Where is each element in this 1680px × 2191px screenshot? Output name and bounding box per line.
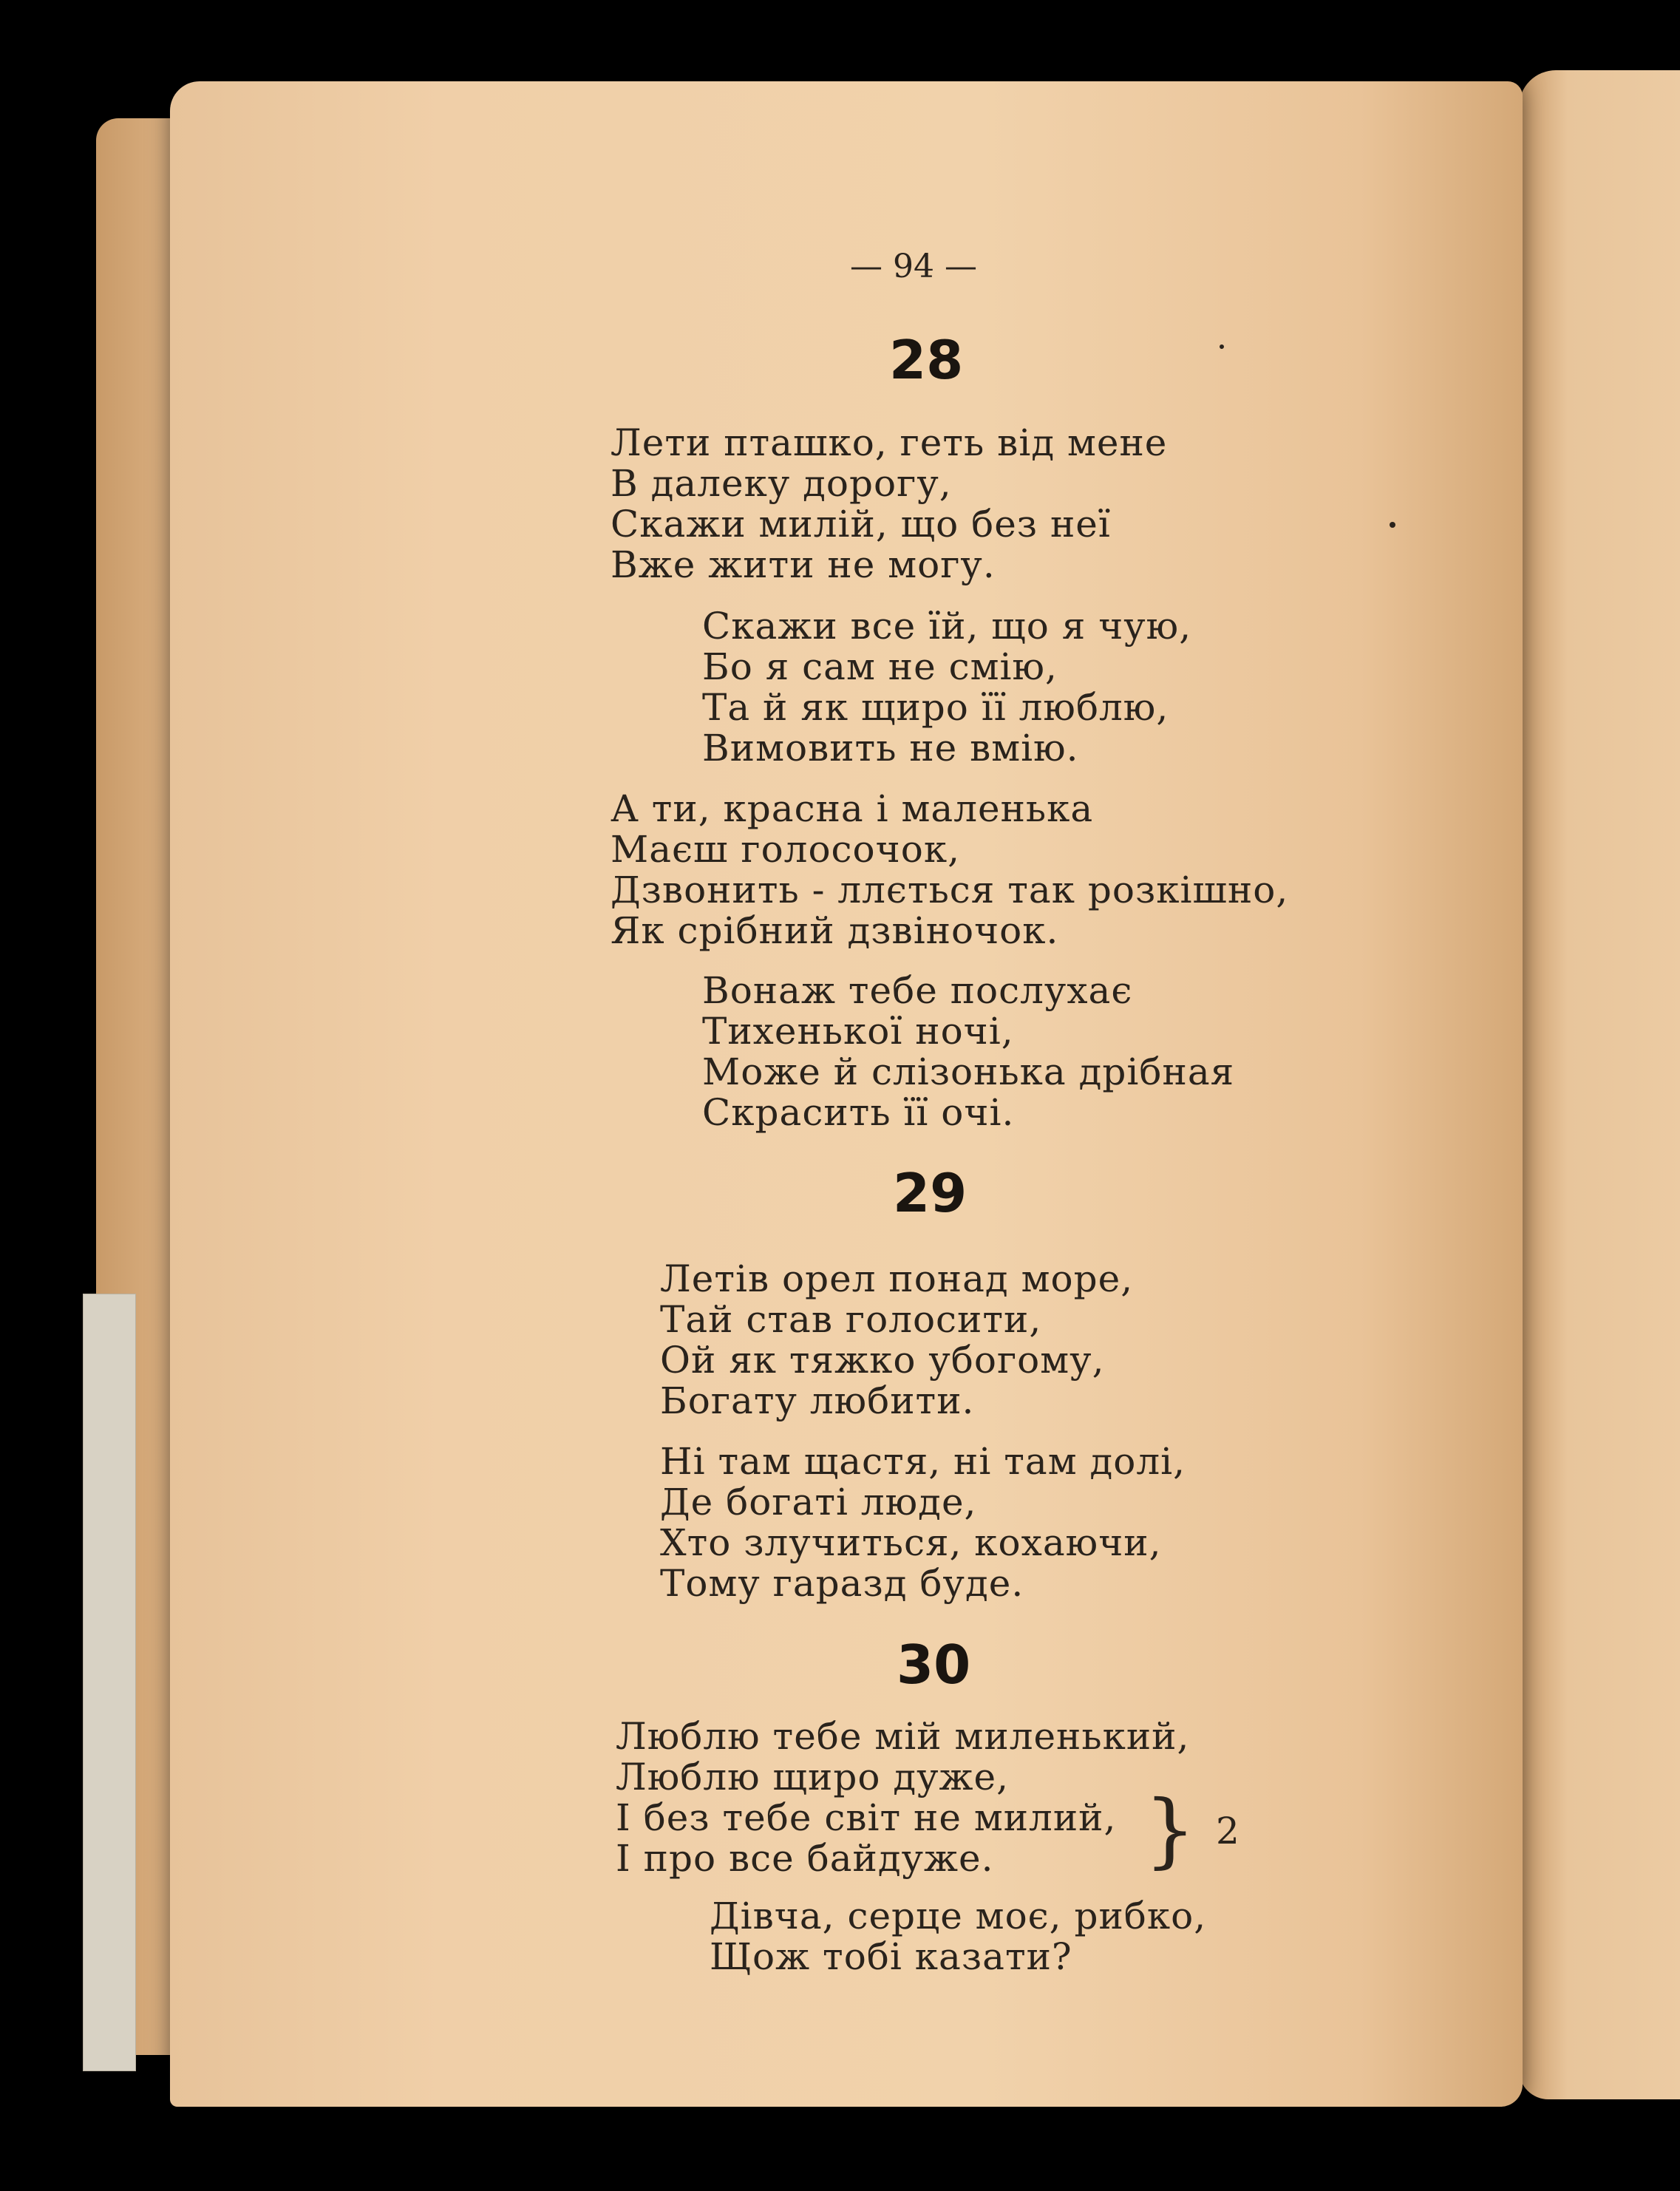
ink-speck	[1390, 522, 1395, 528]
verse-line: Скажи все їй, що я чую,	[702, 605, 1192, 648]
song-28-stanza-3	[611, 789, 1288, 951]
verse-line: Ой як тяжко убогому,	[660, 1339, 1105, 1382]
verse-line: Щож тобі казати?	[710, 1935, 1072, 1978]
verse-line: Лети пташко, геть від мене	[611, 421, 1168, 464]
verse-line: Хто злучиться, кохаючи,	[660, 1521, 1162, 1564]
verse-line: Богату любити.	[660, 1379, 975, 1422]
verse-line: І про все байдуже.	[616, 1837, 994, 1880]
verse-line: Де богаті люде,	[660, 1481, 977, 1523]
ink-speck	[1220, 344, 1224, 349]
song-28-stanza-1	[611, 423, 1167, 585]
verse-line: Дзвонить - ллється так розкішно,	[611, 869, 1289, 911]
verse-line: Вимовить не вмію.	[702, 727, 1079, 770]
next-page-edge	[1519, 70, 1680, 2099]
verse-line: Дівча, серце моє, рибко,	[710, 1895, 1207, 1937]
verse-line: Тому гаразд буде.	[660, 1562, 1024, 1605]
verse-line: І без тебе світ не милий,	[616, 1796, 1117, 1839]
verse-line: В далеку дорогу,	[611, 462, 952, 505]
verse-line: Вже жити не могу.	[611, 543, 996, 586]
verse-line: Скрасить її очі.	[702, 1091, 1015, 1134]
verse-line: Люблю тебе мій миленький,	[616, 1715, 1190, 1758]
song-30-stanza-1	[616, 1716, 1189, 1879]
song-number-28: 28	[889, 329, 964, 391]
verse-line: Та й як щиро її люблю,	[702, 686, 1169, 729]
song-30-stanza-2	[710, 1896, 1206, 1977]
repeat-brace: }	[1144, 1782, 1196, 1877]
verse-line: Вонаж тебе послухає	[702, 969, 1133, 1012]
verse-line: Тай став голосити,	[660, 1298, 1042, 1341]
verse-line: Летів орел понад море,	[660, 1257, 1134, 1300]
repeat-count: 2	[1216, 1810, 1239, 1852]
library-label-strip	[83, 1294, 136, 2071]
song-number-30: 30	[897, 1634, 971, 1696]
song-29-stanza-1	[660, 1259, 1133, 1421]
verse-line: А ти, красна і маленька	[611, 787, 1094, 830]
verse-line: Ні там щастя, ні там долі,	[660, 1440, 1186, 1483]
verse-line: Маєш голосочок,	[611, 828, 960, 871]
verse-line: Бо я сам не смію,	[702, 645, 1058, 688]
verse-line: Як срібний дзвіночок.	[611, 909, 1059, 952]
verse-line: Люблю щиро дуже,	[616, 1756, 1010, 1798]
verse-line: Тихенької ночі,	[702, 1010, 1014, 1053]
verse-line: Може й слізонька дрібная	[702, 1050, 1235, 1093]
song-29-stanza-2	[660, 1441, 1186, 1604]
page-number: — 94 —	[850, 248, 977, 285]
verse-line: Скажи милій, що без неї	[611, 503, 1111, 546]
song-28-stanza-2	[702, 606, 1191, 769]
song-28-stanza-4	[702, 971, 1234, 1133]
song-number-29: 29	[893, 1162, 967, 1224]
